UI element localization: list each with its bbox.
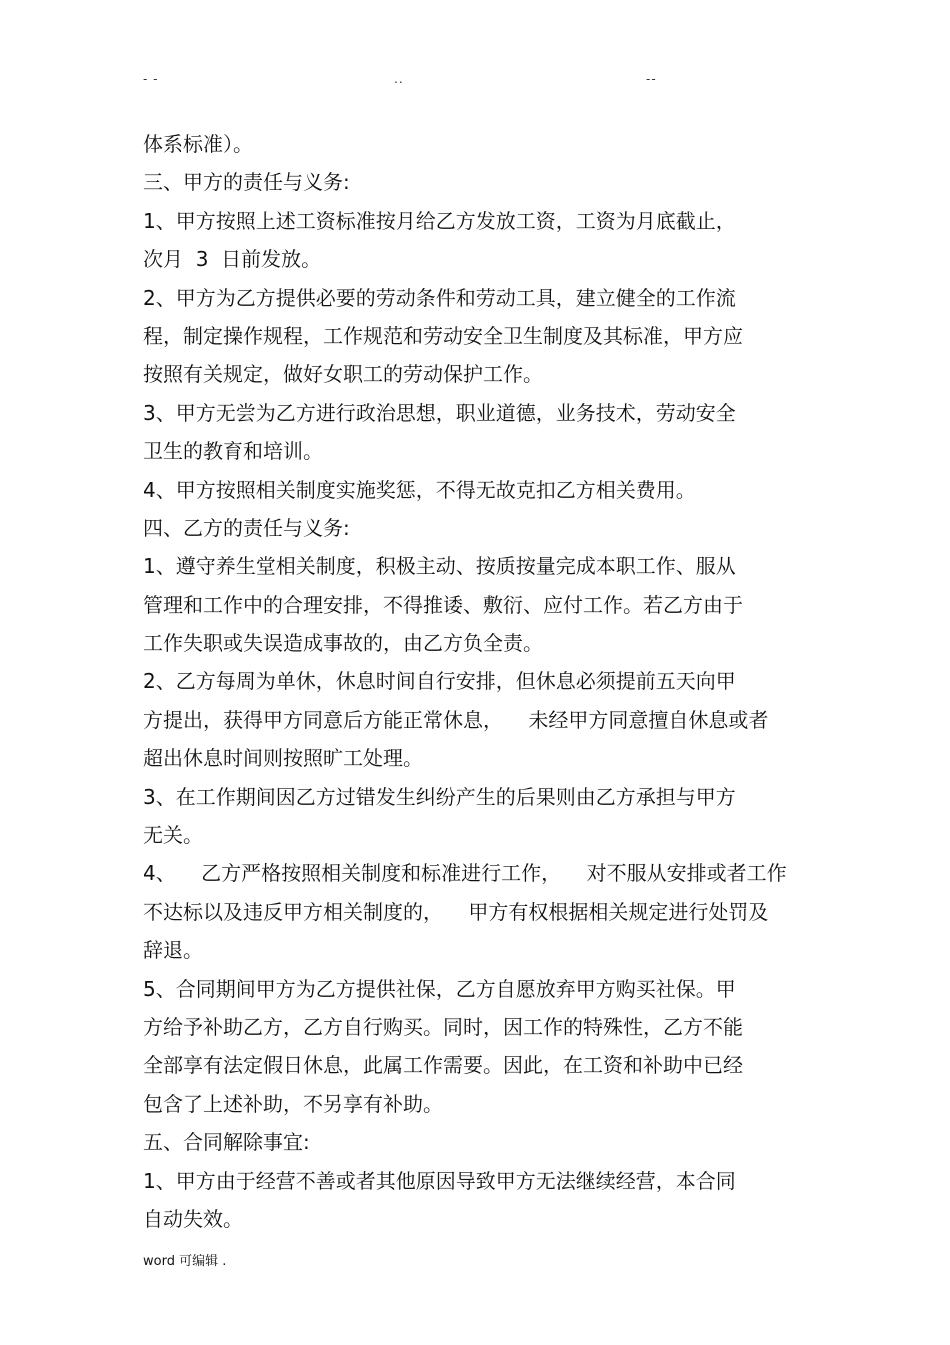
text-line: 不达标以及违反甲方相关制度的， 甲方有权根据相关规定进行处罚及: [143, 899, 769, 924]
text-line: 工作失职或失误造成事故的，由乙方负全责。: [143, 631, 543, 656]
text-line: 无关。: [143, 823, 203, 848]
text-line: 自动失效。: [143, 1206, 243, 1231]
header-mark-right: --: [646, 72, 657, 86]
text-line: 体系标准）。: [143, 132, 253, 156]
section-heading-party-b: 四、乙方的责任与义务:: [143, 515, 350, 540]
text-line: 方提出，获得甲方同意后方能正常休息， 未经甲方同意擅自休息或者: [143, 707, 769, 732]
text-line: 方给予补助乙方，乙方自行购买。同时，因工作的特殊性，乙方不能: [143, 1014, 743, 1039]
text-line: 1、甲方按照上述工资标准按月给乙方发放工资，工资为月底截止，: [143, 208, 736, 233]
text-line: 管理和工作中的合理安排，不得推诿、敷衍、应付工作。若乙方由于: [143, 592, 743, 617]
section-heading-party-a: 三、甲方的责任与义务:: [143, 170, 350, 195]
text-line: 全部享有法定假日休息，此属工作需要。因此，在工资和补助中已经: [143, 1053, 743, 1078]
text-line: 1、甲方由于经营不善或者其他原因导致甲方无法继续经营，本合同: [143, 1168, 736, 1193]
text-line: 超出休息时间则按照旷工处理。: [143, 746, 423, 771]
text-line: 次月 3 日前发放。: [143, 247, 322, 272]
text-line: 4、 乙方严格按照相关制度和标准进行工作， 对不服从安排或者工作: [143, 861, 787, 886]
text-line: 按照有关规定，做好女职工的劳动保护工作。: [143, 362, 543, 387]
text-line: 2、甲方为乙方提供必要的劳动条件和劳动工具，建立健全的工作流: [143, 285, 736, 310]
text-line: 辞退。: [143, 938, 203, 963]
section-heading-termination: 五、合同解除事宜:: [143, 1130, 310, 1155]
text-line: 包含了上述补助，不另享有补助。: [143, 1091, 443, 1116]
text-line: 程，制定操作规程，工作规范和劳动安全卫生制度及其标准，甲方应: [143, 323, 743, 348]
header-mark-left: - -: [143, 72, 159, 86]
text-line: 2、乙方每周为单休，休息时间自行安排，但休息必须提前五天向甲: [143, 669, 736, 694]
text-line: 卫生的教育和培训。: [143, 439, 323, 464]
text-line: 5、合同期间甲方为乙方提供社保，乙方自愿放弃甲方购买社保。甲: [143, 976, 736, 1001]
header-mark-center: ..: [394, 72, 404, 86]
text-line: 3、甲方无尝为乙方进行政治思想，职业道德，业务技术，劳动安全: [143, 400, 736, 425]
text-line: 4、甲方按照相关制度实施奖惩，不得无故克扣乙方相关费用。: [143, 477, 696, 502]
page-footer: word 可编辑 .: [143, 1254, 227, 1269]
document-body: [143, 125, 803, 1238]
text-line: 1、遵守养生堂相关制度，积极主动、按质按量完成本职工作、服从: [143, 554, 736, 579]
text-line: 3、在工作期间因乙方过错发生纠纷产生的后果则由乙方承担与甲方: [143, 784, 736, 809]
